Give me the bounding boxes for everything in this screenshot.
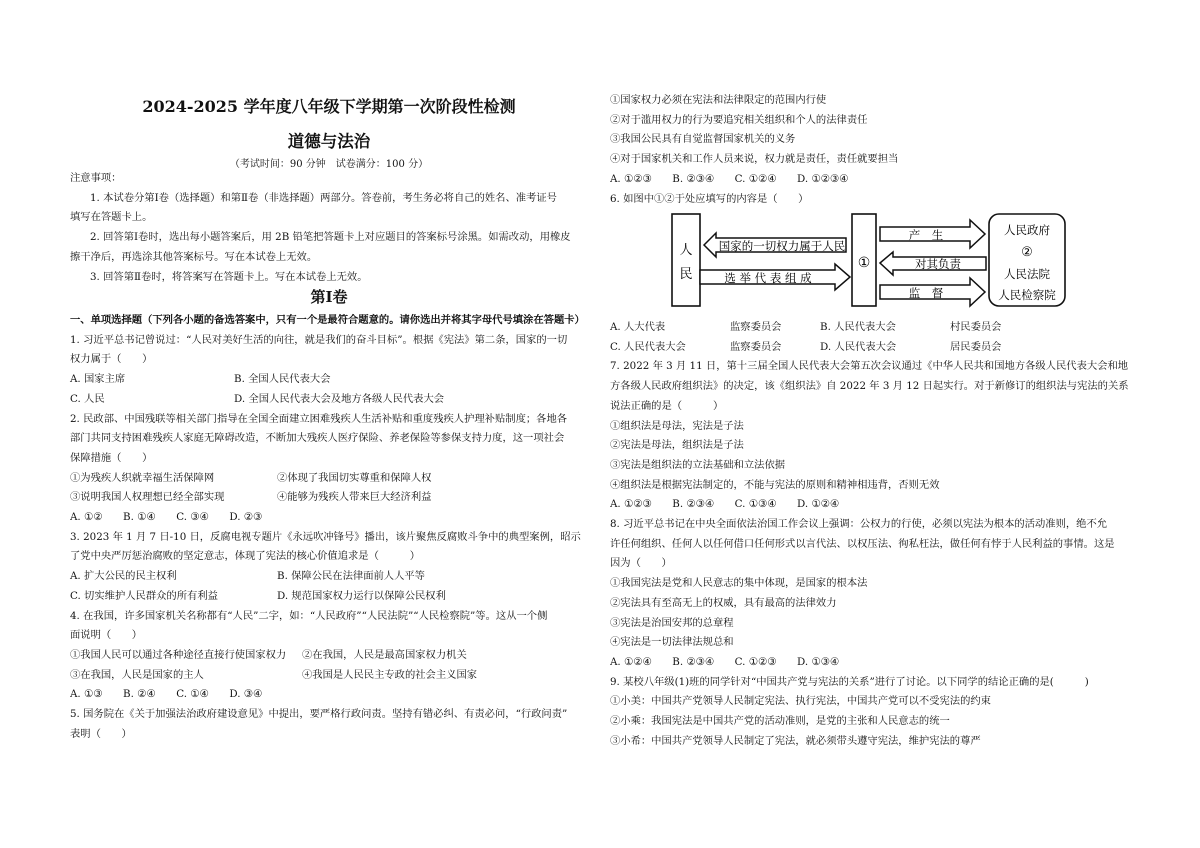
left-column	[70, 311, 588, 744]
question-stem: 表明（ ）	[70, 727, 132, 740]
organ-label: 人民法院	[1004, 267, 1050, 281]
question-stem: 3. 2023 年 1 月 7 日-10 日，反腐电视专题片《永远吹冲锋号》播出，该片聚焦反腐败斗争中的典型案例，昭示	[70, 530, 581, 543]
option-row	[610, 338, 1130, 358]
statement: ②体现了我国切实尊重和保障人权	[277, 471, 432, 484]
statement: ①组织法是母法，宪法是子法	[610, 419, 744, 432]
question-stem: 5. 国务院在《关于加强法治政府建设意见》中提出，要严格行政问责。坚持有错必纠、有责必问，“行政问责”	[70, 708, 568, 721]
arrow-bottom-label: 选 举 代 表 组 成	[724, 271, 812, 285]
statement: ②对于滥用权力的行为要追究相关组织和个人的法律责任	[610, 113, 868, 126]
question-stem: 了党中央严厉惩治腐败的坚定意志，体现了宪法的核心价值追求是（ ）	[70, 550, 421, 563]
right-column-bottom	[610, 318, 1130, 751]
people-box-char: 民	[679, 267, 693, 282]
answer-choices: A. ①②③ B. ②③④ C. ①②④ D. ①②③④	[610, 172, 849, 185]
notice-block	[70, 169, 588, 287]
question-stem: 面说明（ ）	[70, 629, 143, 642]
notice-item: 擦干净后，再选涂其他答案标号。写在本试卷上无效。	[70, 250, 318, 263]
blank-1-label: ①	[857, 255, 871, 271]
option: C. 人民	[70, 392, 105, 405]
question-stem: 1. 习近平总书记曾说过：“人民对美好生活的向往，就是我们的奋斗目标”。根据《宪法》第二条，国家的一切	[70, 333, 568, 346]
option: A. 扩大公民的民主权利	[70, 570, 177, 583]
power-structure-diagram	[670, 210, 1070, 318]
option: C. 人民代表大会	[610, 340, 686, 353]
option: 村民委员会	[950, 321, 1002, 333]
question-stem: 说法正确的是（ ）	[610, 399, 724, 412]
statement: ③说明我国人权理想已经全部实现	[70, 491, 225, 504]
statement: ②在我国，人民是最高国家权力机关	[302, 648, 467, 661]
notice-heading: 注意事项：	[70, 172, 122, 184]
statement: ④组织法是根据宪法制定的，不能与宪法的原则和精神相违背，否则无效	[610, 478, 940, 491]
statement: ②宪法是母法，组织法是子法	[610, 439, 744, 452]
question-stem: 2. 民政部、中国残联等相关部门指导在全国全面建立困难残疾人生活补贴和重度残疾人护理补贴制度；各地各	[70, 412, 568, 425]
answer-choices: A. ①②④ B. ②③④ C. ①②③ D. ①③④	[610, 655, 840, 668]
statement: ③宪法是组织法的立法基础和立法依据	[610, 458, 786, 471]
option: A. 人大代表	[610, 321, 666, 333]
question-stem: 方各级人民政府组织法》的决定，该《组织法》自 2022 年 3 月 12 日起实行。对于新修订的组织法与宪法的关系	[610, 380, 1129, 393]
option: D. 全国人民代表大会及地方各级人民代表大会	[234, 392, 445, 405]
organ-label: 人民检察院	[998, 288, 1056, 302]
arrow-top-label: 国家的一切权力属于人民	[718, 239, 846, 253]
statement: ①我国宪法是党和人民意志的集中体现，是国家的根本法	[610, 577, 868, 590]
notice-item: 1. 本试卷分第Ⅰ卷（选择题）和第Ⅱ卷（非选择题）两部分。答卷前，考生务必将自己的姓名、准考证号	[90, 191, 557, 204]
statement-row	[70, 488, 588, 508]
option-row	[70, 587, 588, 607]
statement: ③在我国，人民是国家的主人	[70, 668, 204, 681]
option: D. 规范国家权力运行以保障公民权利	[277, 589, 446, 602]
exam-info: （考试时间：90 分钟 试卷满分：100 分）	[229, 159, 429, 170]
question-stem: 7. 2022 年 3 月 11 日，第十三届全国人民代表大会第五次会议通过《中华人民共和国地方各级人民代表大会和地	[610, 360, 1129, 373]
statement: ①小美：中国共产党领导人民制定宪法、执行宪法，中国共产党可以不受宪法的约束	[610, 695, 991, 708]
option: A. 国家主席	[70, 373, 126, 386]
statement: ①我国人民可以通过各种途径直接行使国家权力	[70, 648, 287, 661]
question-stem: 9. 某校八年级(1)班的同学针对“中国共产党与宪法的关系”进行了讨论。以下同学的结论正确的是( )	[610, 675, 1089, 688]
option: B. 人民代表大会	[820, 321, 896, 333]
statement: ④宪法是一切法律法规总和	[610, 636, 734, 649]
notice-item: 3. 回答第Ⅱ卷时，将答案写在答题卡上。写在本试卷上无效。	[90, 270, 368, 283]
option-row	[70, 390, 588, 410]
statement: ②宪法具有至高无上的权威，具有最高的法律效力	[610, 596, 837, 609]
statement: ④我国是人民民主专政的社会主义国家	[302, 668, 478, 681]
blank-2-label: ②	[1021, 245, 1033, 260]
option: C. 切实维护人民群众的所有利益	[70, 589, 218, 602]
option: 监察委员会	[730, 340, 782, 353]
question-stem: 保障措施（ ）	[70, 451, 153, 464]
statement: ④对于国家机关和工作人员来说，权力就是责任，责任就要担当	[610, 153, 899, 166]
right-column-top	[610, 91, 1130, 209]
arrow-produce-label: 产 生	[908, 228, 944, 242]
question-stem: 6. 如图中①②于处应填写的内容是（ ）	[610, 192, 809, 205]
statement: ①为残疾人织就幸福生活保障网	[70, 471, 215, 484]
answer-choices: A. ①②③ B. ②③④ C. ①③④ D. ①②④	[610, 498, 840, 511]
statement: ③宪法是治国安邦的总章程	[610, 616, 734, 629]
question-stem: 许任何组织、任何人以任何借口任何形式以言代法、以权压法、徇私枉法，做任何有悖于人民利益的事情。这是	[610, 537, 1115, 550]
organ-label: 人民政府	[1004, 223, 1050, 237]
option-row	[610, 318, 1130, 338]
notice-item: 填写在答题卡上。	[70, 211, 153, 224]
notice-item: 2. 回答第Ⅰ卷时，选出每小题答案后，用 2B 铅笔把答题卡上对应题目的答案标号涂黑。如需改动，用橡皮	[90, 231, 571, 244]
question-stem: 部门共同支持困难残疾人家庭无障碍改造，不断加大残疾人医疗保险、养老保险等参保支持力度，这一项社会	[70, 432, 565, 445]
people-box	[672, 214, 700, 306]
statement: ④能够为残疾人带来巨大经济利益	[277, 491, 432, 504]
option-row	[70, 370, 588, 390]
statement-row	[70, 666, 588, 686]
option-row	[70, 567, 588, 587]
option: 监察委员会	[730, 321, 782, 333]
statement-row	[70, 469, 588, 489]
people-box-char: 人	[679, 243, 693, 258]
question-stem: 因为（ ）	[610, 557, 672, 570]
statement: ③小希：中国共产党领导人民制定了宪法，就必须带头遵守宪法，维护宪法的尊严	[610, 734, 981, 747]
statement: ②小乘：我国宪法是中国共产党的活动准则，是党的主张和人民意志的统一	[610, 715, 950, 728]
option: B. 保障公民在法律面前人人平等	[277, 570, 425, 583]
option: B. 全国人民代表大会	[234, 373, 331, 386]
statement: ①国家权力必须在宪法和法律限定的范围内行使	[610, 94, 827, 106]
arrow-responsible-label: 对其负责	[915, 257, 961, 271]
answer-choices: A. ①③ B. ②④ C. ①④ D. ③④	[70, 688, 263, 701]
exam-title: 2024-2025 学年度八年级下学期第一次阶段性检测	[142, 97, 516, 116]
statement-row	[70, 646, 588, 666]
statement: ③我国公民具有自觉监督国家机关的义务	[610, 133, 796, 146]
arrow-supervise-label: 监 督	[908, 286, 944, 300]
question-stem: 权力属于（ ）	[70, 353, 153, 366]
option: D. 人民代表大会	[820, 340, 897, 353]
part-title: 第Ⅰ卷	[310, 288, 348, 306]
section-heading: 一、单项选择题（下列各小题的备选答案中，只有一个是最符合题意的。请你选出并将其字母代号填涂在答题卡）	[70, 314, 585, 326]
question-stem: 8. 习近平总书记在中央全面依法治国工作会议上强调：公权力的行使，必须以宪法为根本的活动准则，绝不允	[610, 518, 1108, 531]
question-stem: 4. 在我国，许多国家机关名称都有“人民”二字，如：“人民政府”“人民法院”“人民检察院”等。这从一个侧	[70, 609, 548, 622]
subject-title: 道德与法治	[287, 132, 371, 151]
answer-choices: A. ①② B. ①④ C. ③④ D. ②③	[70, 511, 263, 524]
option: 居民委员会	[950, 340, 1002, 353]
